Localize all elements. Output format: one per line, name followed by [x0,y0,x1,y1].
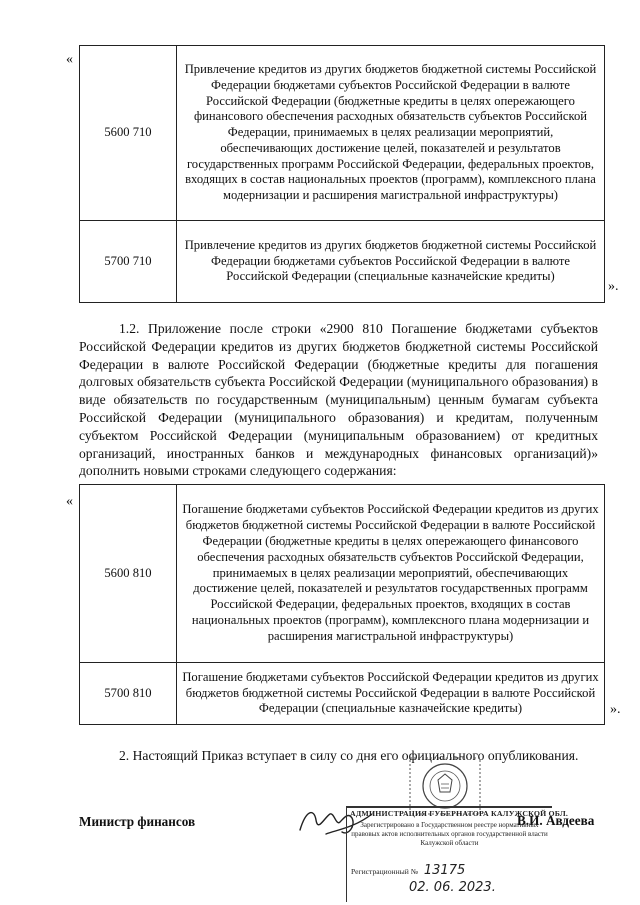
stamp-reg-number: 13175 [423,863,466,878]
table1-open-quote: « [66,52,73,67]
paragraph-1-2: 1.2. Приложение после строки «2900 810 Погашение бюджетами субъектов Российской Федерации кредитов из других бюджетов бюджетной системы Российской Федерации в валюте Российской Федерации (бюджетные кредиты для погашения долговых обязательств субъекта Российской Федерации (муниципального образования) в виде обязательств по государственным (муниципальным) ценным бумагам субъекта Российской Федерации (муниципального образования) и кредитам, полученным субъектом Российской Федерации (муниципальным образованием) от кредитных организаций, иностранных банков и международных финансовых организаций)» дополнить новыми строками следующего содержания: [79,321,598,479]
minister-name: В.И. Авдеева [517,813,595,828]
table-row [80,663,605,725]
row-code: 5600 810 [80,485,177,663]
table2-close-quote: ». [610,702,621,717]
table-row [80,46,605,221]
paragraph-2: 2. Настоящий Приказ вступает в силу со дня его официального опубликования. [119,748,579,763]
row-code: 5600 710 [80,46,177,221]
table1-close-quote: ». [608,279,619,294]
stamp-line-2: правовых актов исполнительных органов государственной власти [351,830,548,838]
table1 [79,45,605,303]
table-row [80,221,605,303]
table-row [80,485,605,663]
minister-title: Министр финансов [79,814,196,829]
stamp-date: 02. 06. 2023. [409,880,496,895]
stamp-reg-label: Регистрационный № [351,867,418,876]
row-code: 5700 810 [80,663,177,725]
stamp-line-3: Калужской области [420,839,479,847]
row-code: 5700 710 [80,221,177,303]
stamp-reg [351,863,466,878]
stamp-line-1: Зарегистрировано в Государственном реестре нормативных [360,821,539,829]
row-text: Погашение бюджетами субъектов Российской Федерации кредитов из других бюджетов бюджетной системы Российской Федерации в валюте Российской Федерации (бюджетные кредиты в целях опережающего финансового обеспечения расходных обязательств субъектов Российской Федерации, принимаемых в целях реализации мероприятий, обеспечивающих достижение целей, показателей и результатов государственных программ Российской Федерации, федеральных проектов, входящих в состав национальных проектов (программ), комплексного плана модернизации и расширения магистральной инфраструктуры) [177,485,605,663]
row-text: Привлечение кредитов из других бюджетов бюджетной системы Российской Федерации бюджетами субъектов Российской Федерации в валюте Российской Федерации (бюджетные кредиты в целях опережающего финансового обеспечения расходных обязательств субъектов Российской Федерации, принимаемых в целях реализации мероприятий, обеспечивающих достижение целей, показателей и результатов государственных программ Российской Федерации, федеральных проектов, входящих в состав национальных проектов (программ), комплексного плана модернизации и расширения магистральной инфраструктуры) [177,46,605,221]
table2 [79,484,605,725]
table2-open-quote: « [66,494,73,509]
stamp-title: АДМИНИСТРАЦИЯ ГУБЕРНАТОРА КАЛУЖСКОЙ ОБЛ. [350,809,569,818]
row-text: Привлечение кредитов из других бюджетов бюджетной системы Российской Федерации бюджетами субъектов Российской Федерации в валюте Российской Федерации (специальные казначейские кредиты) [177,221,605,303]
row-text: Погашение бюджетами субъектов Российской Федерации кредитов из других бюджетов бюджетной системы Российской Федерации в валюте Российской Федерации (специальные казначейские кредиты) [177,663,605,725]
